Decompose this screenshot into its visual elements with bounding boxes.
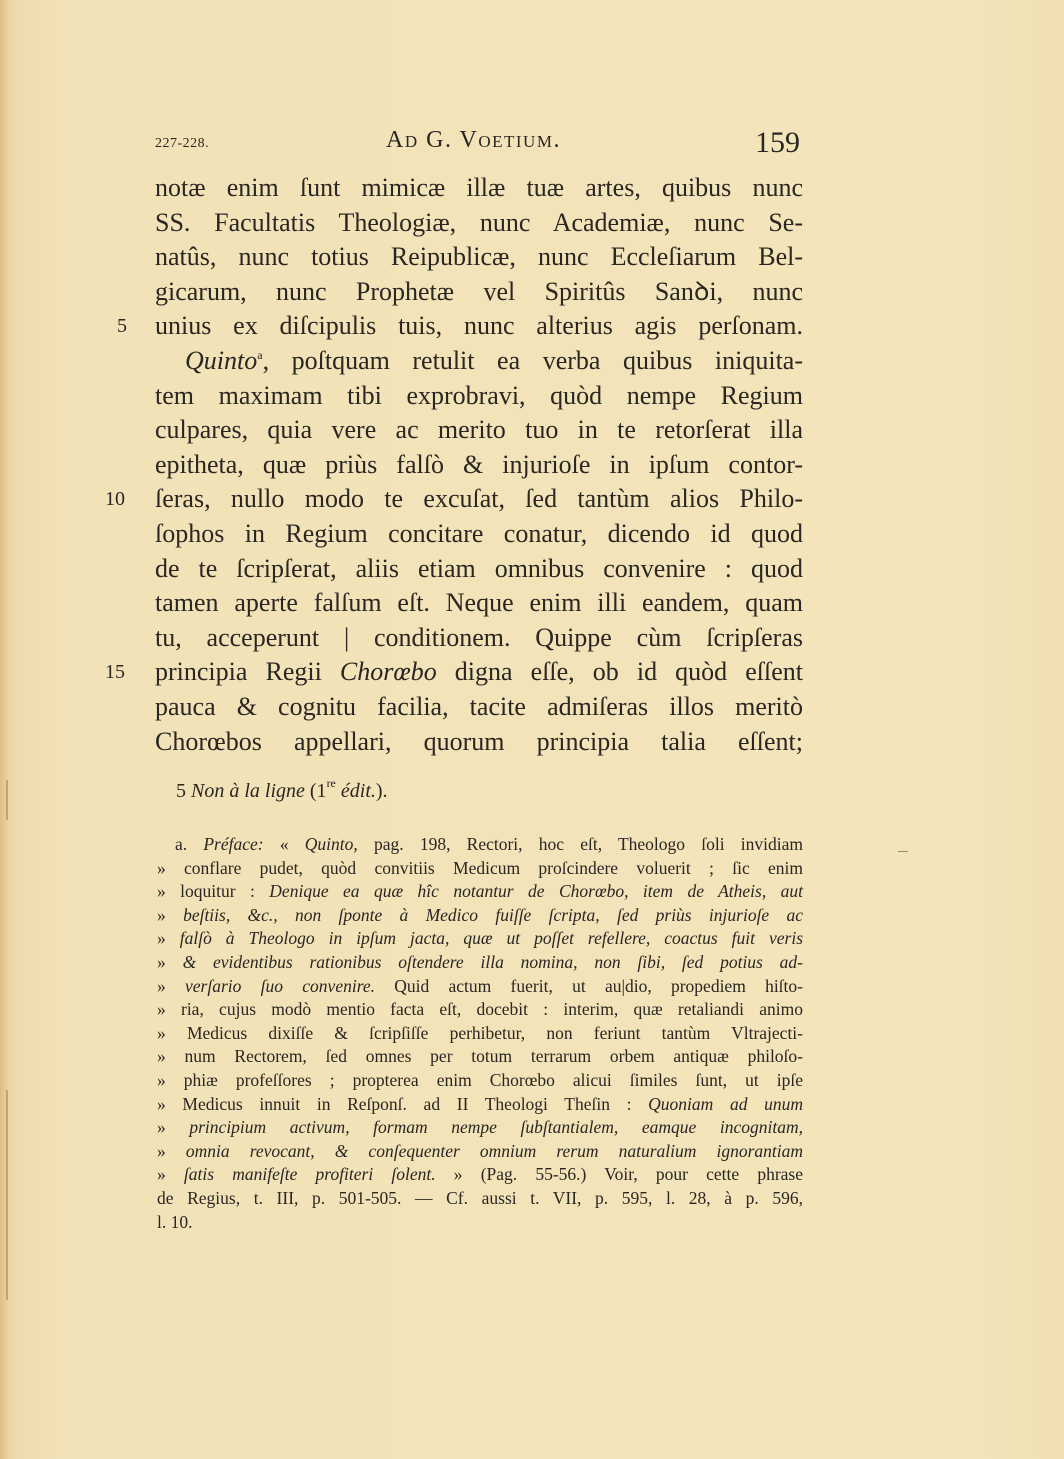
footnote-line: » Medicus innuit in Reſponſ. ad II Theologi Theſin : Quoniam ad unum [157,1093,803,1114]
line-number: 5 [117,315,127,338]
footnote-line: » verſario ſuo convenire. Quid actum fuerit, ut au|dio, propediem hiſto- [157,975,803,996]
text-line: culpares, quia vere ac merito tuo in te retorſerat illa [155,415,803,445]
running-title: Ad G. Voetium. [386,127,561,153]
footnote-line: » falſò à Theologo in ipſum jacta, quæ ut poſſet refellere, coactus fuit veris [157,928,804,949]
footnote-line: » omnia revocant, & conſequenter omnium rerum naturalium ignorantiam [157,1140,803,1161]
text-line: tamen aperte falſum eſt. Neque enim illi eandem, quam [155,588,803,618]
text-line: notæ enim ſunt mimicæ illæ tuæ artes, quibus nunc [155,173,803,202]
text-line: epitheta, quæ priùs falſò & injurioſe in ipſum contor- [155,449,803,479]
footnote-line: » ria, cujus modò mentio facta eſt, docebit : interim, quæ retaliandi animo [157,999,803,1020]
running-header [150,124,806,168]
line-number: 10 [105,488,125,511]
footnote-line: » Medicus dixiſſe & ſcripſiſſe perhibetur, non feriunt tantùm Vltrajecti- [157,1022,803,1043]
folio-reference: 227-228. [155,136,210,151]
footnote-line: » & evidentibus rationibus oſtendere illa nomina, non ſibi, ſed potius ad- [157,951,803,972]
text-line: gicarum, nunc Prophetæ vel Spiritûs Sanꝺi, nunc [155,276,803,306]
text-line: 10 ſeras, nullo modo te excuſat, ſed tantùm alios Philo- [155,482,803,517]
text-line: Quinto$^a$, poſtquam retulit ea verba quibus iniquita- [185,345,803,375]
text-line: pauca & cognitu facilia, tacite admiſeras illos meritò [155,691,803,721]
footnote-line: » num Rectorem, ſed omnes per totum terrarum orbem antiquæ philoſo- [157,1046,803,1067]
text-line: tu, acceperunt | conditionem. Quippe cùm ſcripſeras [155,622,803,652]
footnote-line: » ſatis manifeſte profiteri ſolent. » (Pag. 55-56.) Voir, pour cette phrase [157,1164,803,1185]
footnote-line: a. Préface: « Quinto, pag. 198, Rectori, hoc eſt, Theologo ſoli invidiam [175,834,804,854]
footnote-marker: a [257,347,263,362]
variant-note: 5 Non à la ligne (1re édit.). [176,776,388,802]
footnote-line: l. 10. [157,1211,193,1232]
text-line: natûs, nunc totius Reipublicæ, nunc Eccleſiarum Bel- [155,242,803,272]
edge-stain [6,780,8,820]
footnote-line: » loquitur : Denique ea quæ hîc notantur de Chorœbo, item de Atheis, aut [157,881,803,902]
footnote-line: » conflare pudet, quòd convitiis Medicum proſcindere voluerit ; ſic enim [157,857,803,878]
text-line: Chorœbos appellari, quorum principia talia eſſent; [155,726,803,756]
footnote-line: » principium activum, formam nempe ſubſtantialem, eamque incognitam, [157,1117,804,1138]
text-line: tem maximam tibi exprobravi, quòd nempe Regium [155,380,803,410]
line-number: 15 [105,661,125,684]
text-line: 5 unius ex diſcipulis tuis, nunc alterius agis perſonam. [155,309,803,344]
margin-mark [898,851,908,852]
footnote-line: de Regius, t. III, p. 501-505. — Cf. aussi t. VII, p. 595, l. 28, à p. 596, [157,1187,803,1208]
text-line: 15 principia Regii Chorœbo digna eſſe, ob id quòd eſſent [155,655,803,690]
text-line: SS. Facultatis Theologiæ, nunc Academiæ, nunc Se- [155,207,803,237]
page-number: 159 [755,126,800,159]
edge-stain [6,1090,8,1300]
footnote-line: » phiæ profeſſores ; propterea enim Chorœbo alicui ſimiles ſunt, ut ipſe [157,1069,803,1090]
text-line: de te ſcripſerat, aliis etiam omnibus convenire : quod [155,553,803,583]
main-text [105,171,803,759]
text-line: ſophos in Regium concitare conatur, dicendo id quod [155,518,803,548]
footnote-a [157,833,803,1234]
footnote-line: » beſtiis, &c., non ſponte à Medico fuiſſe ſcripta, ſed priùs injurioſe ac [157,904,804,925]
